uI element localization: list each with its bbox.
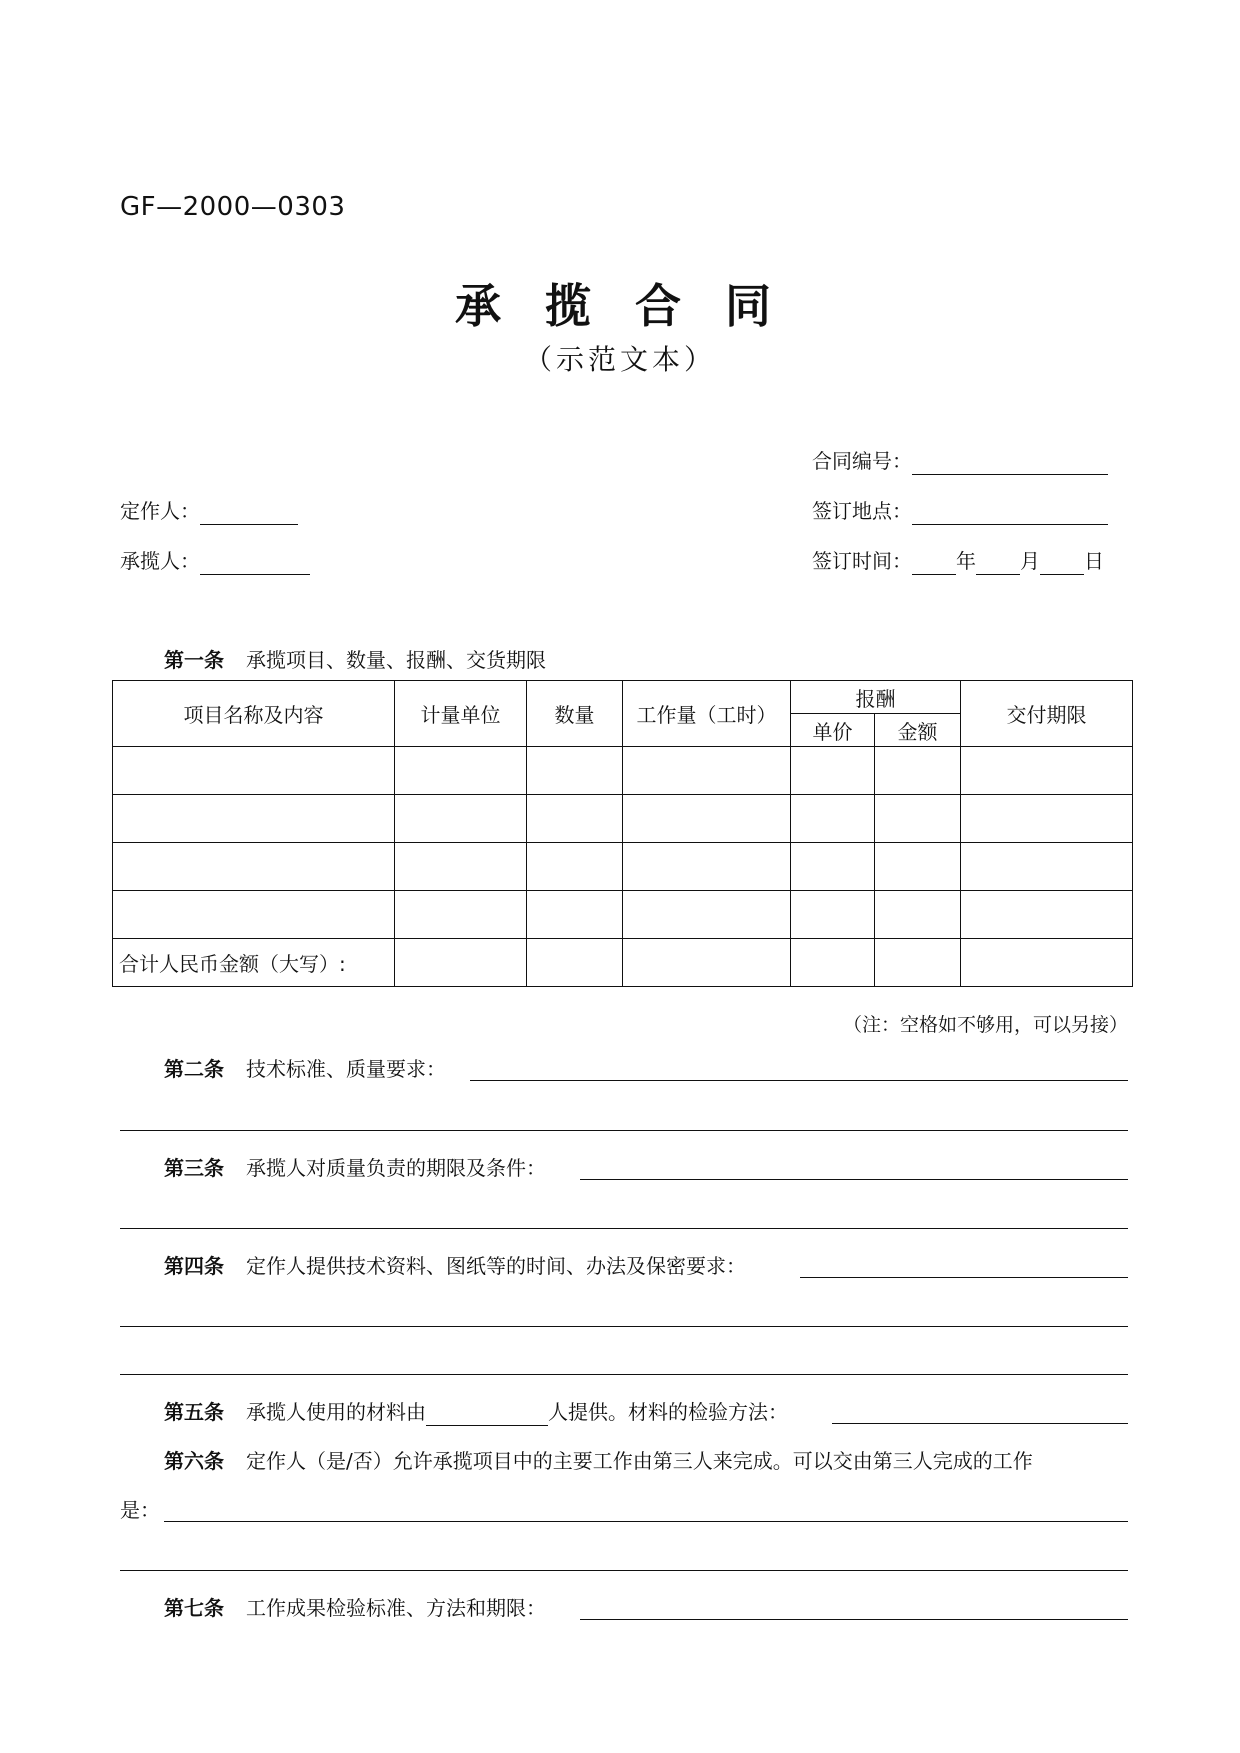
sign-place-blank[interactable] — [912, 502, 1108, 525]
article-1 — [164, 646, 546, 674]
contractor-label: 承揽人： — [120, 549, 200, 573]
table-cell[interactable] — [875, 795, 961, 843]
article-7-text: 工作成果检验标准、方法和期限： — [246, 1596, 546, 1620]
header-deadline: 交付期限 — [961, 681, 1133, 747]
year-label: 年 — [956, 549, 976, 573]
contract-number-field — [812, 447, 1108, 475]
article-6-blank[interactable] — [164, 1521, 1128, 1522]
table-cell[interactable] — [623, 747, 791, 795]
total-label: 合计人民币金额（大写）: — [113, 939, 395, 987]
article-5-blank[interactable] — [832, 1423, 1128, 1424]
table-cell[interactable] — [395, 891, 527, 939]
table-cell[interactable] — [791, 795, 875, 843]
table-cell[interactable] — [395, 843, 527, 891]
article-4-blank[interactable] — [800, 1277, 1128, 1278]
article-7-number: 第七条 — [164, 1596, 224, 1620]
table-total-row — [113, 939, 1133, 987]
table-cell[interactable] — [527, 747, 623, 795]
article-3-blank-line[interactable] — [120, 1228, 1128, 1229]
contract-number-label: 合同编号： — [812, 449, 912, 473]
document-title: 承 揽 合 同 — [454, 279, 786, 333]
table-row — [113, 891, 1133, 939]
items-table — [112, 680, 1133, 987]
header-amount: 金额 — [875, 714, 961, 747]
article-7 — [164, 1594, 546, 1622]
article-6-blank-line[interactable] — [120, 1570, 1128, 1571]
article-4-blank-line-2[interactable] — [120, 1374, 1128, 1375]
article-6-number: 第六条 — [164, 1449, 224, 1473]
table-cell[interactable] — [113, 747, 395, 795]
contract-number-blank[interactable] — [912, 452, 1108, 475]
table-row — [113, 843, 1133, 891]
article-2-blank-line[interactable] — [120, 1130, 1128, 1131]
table-cell[interactable] — [395, 939, 527, 987]
article-7-blank[interactable] — [580, 1619, 1128, 1620]
table-cell[interactable] — [875, 939, 961, 987]
header-workload: 工作量（工时） — [623, 681, 791, 747]
day-label: 日 — [1084, 549, 1104, 573]
article-1-text: 承揽项目、数量、报酬、交货期限 — [246, 648, 546, 672]
orderer-blank[interactable] — [200, 502, 298, 525]
header-payment: 报酬 — [791, 681, 961, 714]
article-4 — [164, 1252, 746, 1280]
article-6-text-2: 是： — [120, 1498, 160, 1522]
table-cell[interactable] — [113, 891, 395, 939]
header-unit-price: 单价 — [791, 714, 875, 747]
table-cell[interactable] — [791, 891, 875, 939]
table-cell[interactable] — [961, 939, 1133, 987]
contractor-field — [120, 547, 310, 575]
month-label: 月 — [1020, 549, 1040, 573]
article-2-number: 第二条 — [164, 1057, 224, 1081]
table-cell[interactable] — [527, 891, 623, 939]
table-cell[interactable] — [875, 843, 961, 891]
table-cell[interactable] — [961, 747, 1133, 795]
table-note: （注：空格如不够用，可以另接） — [842, 1014, 1128, 1036]
article-3-blank[interactable] — [580, 1179, 1128, 1180]
table-cell[interactable] — [527, 939, 623, 987]
month-blank[interactable] — [976, 552, 1020, 575]
article-2-text: 技术标准、质量要求： — [246, 1057, 446, 1081]
day-blank[interactable] — [1040, 552, 1084, 575]
table-cell[interactable] — [527, 795, 623, 843]
table-cell[interactable] — [875, 891, 961, 939]
sign-time-label: 签订时间： — [812, 549, 912, 573]
table-cell[interactable] — [623, 891, 791, 939]
article-5 — [164, 1398, 788, 1426]
table-cell[interactable] — [113, 795, 395, 843]
header-item-name: 项目名称及内容 — [113, 681, 395, 747]
article-5-number: 第五条 — [164, 1400, 224, 1424]
article-2-blank[interactable] — [470, 1080, 1128, 1081]
article-5-text-b: 人提供。材料的检验方法： — [548, 1400, 788, 1424]
table-cell[interactable] — [961, 891, 1133, 939]
year-blank[interactable] — [912, 552, 956, 575]
table-cell[interactable] — [395, 747, 527, 795]
table-cell[interactable] — [527, 843, 623, 891]
table-row — [113, 747, 1133, 795]
contractor-blank[interactable] — [200, 552, 310, 575]
table-cell[interactable] — [623, 795, 791, 843]
sign-time-field — [812, 547, 1104, 575]
table-cell[interactable] — [623, 939, 791, 987]
sign-place-label: 签订地点： — [812, 499, 912, 523]
orderer-label: 定作人： — [120, 499, 200, 523]
header-unit: 计量单位 — [395, 681, 527, 747]
article-1-number: 第一条 — [164, 648, 224, 672]
document-code: GF—2000—0303 — [120, 192, 346, 222]
table-cell[interactable] — [113, 843, 395, 891]
table-cell[interactable] — [623, 843, 791, 891]
article-4-text: 定作人提供技术资料、图纸等的时间、办法及保密要求： — [246, 1254, 746, 1278]
table-row — [113, 795, 1133, 843]
table-cell[interactable] — [961, 795, 1133, 843]
table-cell[interactable] — [395, 795, 527, 843]
table-cell[interactable] — [791, 747, 875, 795]
article-2 — [164, 1055, 446, 1083]
article-3-number: 第三条 — [164, 1156, 224, 1180]
article-6-text: 定作人（是/否）允许承揽项目中的主要工作由第三人来完成。可以交由第三人完成的工作 — [246, 1449, 1033, 1473]
article-6 — [164, 1447, 1033, 1475]
article-4-number: 第四条 — [164, 1254, 224, 1278]
table-cell[interactable] — [875, 747, 961, 795]
table-cell[interactable] — [791, 939, 875, 987]
document-subtitle: （示范文本） — [523, 343, 716, 376]
orderer-field — [120, 497, 298, 525]
table-cell[interactable] — [961, 843, 1133, 891]
article-5-text-a: 承揽人使用的材料由 — [246, 1400, 426, 1424]
article-3 — [164, 1154, 546, 1182]
table-cell[interactable] — [791, 843, 875, 891]
article-3-text: 承揽人对质量负责的期限及条件： — [246, 1156, 546, 1180]
article-4-blank-line-1[interactable] — [120, 1326, 1128, 1327]
header-quantity: 数量 — [527, 681, 623, 747]
sign-place-field — [812, 497, 1108, 525]
article-6-line-2 — [120, 1496, 160, 1524]
material-provider-blank[interactable] — [426, 1403, 548, 1426]
